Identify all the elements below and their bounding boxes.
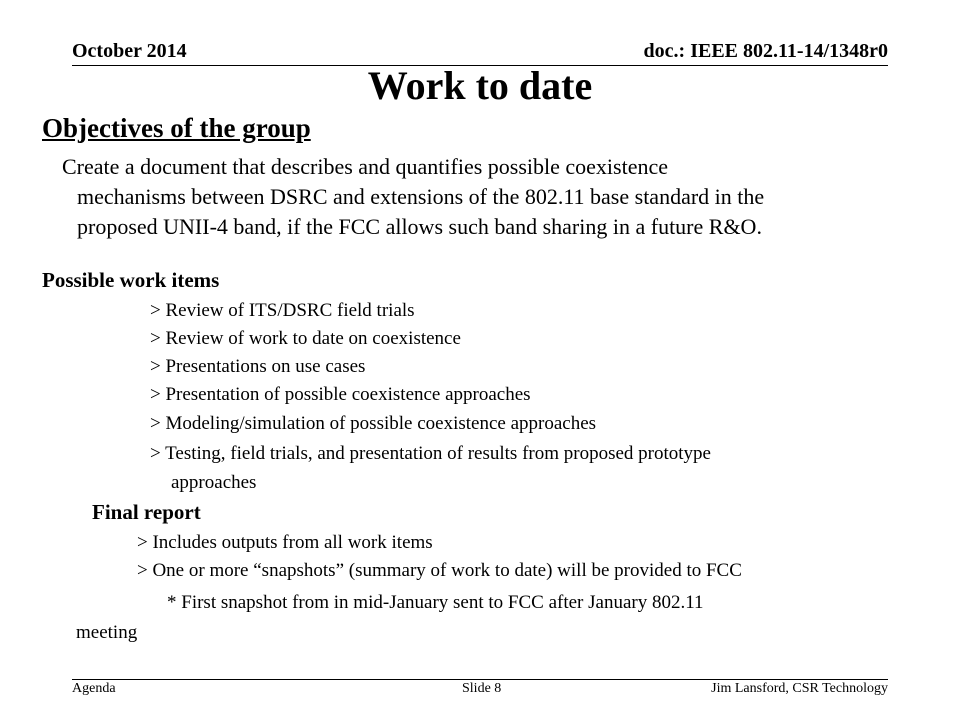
footer-divider [72,679,888,680]
objectives-line: Create a document that describes and quantifies possible coexistence [62,154,669,179]
final-report-heading: Final report [92,500,201,524]
footer-slide-number: Slide 8 [462,681,502,696]
work-items-heading: Possible work items [42,268,220,292]
objectives-line: proposed UNII-4 band, if the FCC allows such band sharing in a future R&O. [77,214,762,239]
final-report-subitem-continuation: meeting [76,622,138,643]
work-item: > Presentations on use cases [150,356,366,377]
objectives-paragraph [62,152,922,242]
final-report-item: > Includes outputs from all work items [137,532,433,553]
work-item: > Review of work to date on coexistence [150,328,461,349]
final-report-item: > One or more “snapshots” (summary of work to date) will be provided to FCC [137,560,742,581]
footer-section: Agenda [72,681,116,696]
slide-title: Work to date [367,63,593,108]
final-report-subitem: * First snapshot from in mid-January sent to FCC after January 802.11 [167,592,704,613]
work-item-continuation: approaches [171,472,257,493]
footer-author: Jim Lansford, CSR Technology [711,681,888,696]
work-item: > Testing, field trials, and presentation of results from proposed prototype [150,443,711,464]
work-item: > Review of ITS/DSRC field trials [150,300,415,321]
work-item: > Presentation of possible coexistence approaches [150,384,531,405]
objectives-heading: Objectives of the group [42,113,311,143]
work-item: > Modeling/simulation of possible coexistence approaches [150,413,597,434]
header-doc-id: doc.: IEEE 802.11-14/1348r0 [643,40,888,62]
header-date: October 2014 [72,40,187,62]
objectives-line: mechanisms between DSRC and extensions of the 802.11 base standard in the [77,184,765,209]
